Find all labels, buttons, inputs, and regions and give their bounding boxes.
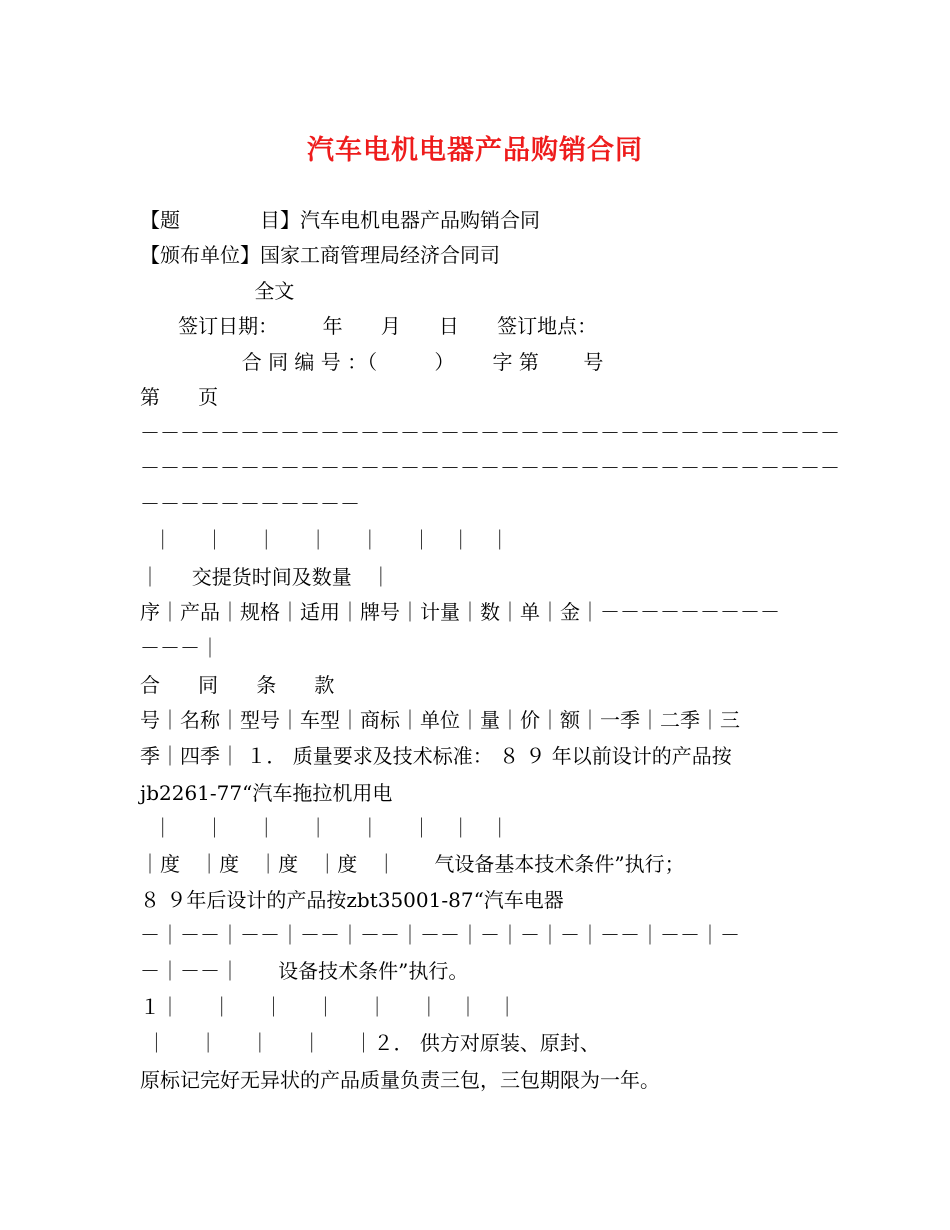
table-header-line: 号｜名称｜型号｜车型｜商标｜单位｜量｜价｜额｜一季｜二季｜三 xyxy=(140,708,740,732)
table-header-line: 序｜产品｜规格｜适用｜牌号｜计量｜数｜单｜金｜－－－－－－－－－ xyxy=(140,600,780,624)
line-page: 第 页 xyxy=(140,385,219,409)
table-line: ｜度 ｜度 ｜度 ｜度 ｜ 气设备基本技术条件”执行； xyxy=(140,852,685,876)
clause-line: 原标记完好无异状的产品质量负责三包，三包期限为一年。 xyxy=(140,1068,660,1092)
clause-line: 季｜四季｜ １． 质量要求及技术标准： ８ ９ 年以前设计的产品按 xyxy=(140,744,732,768)
table-line: ｜ ｜ ｜ ｜ ｜２． 供方对原装、原封、 xyxy=(140,1031,600,1055)
table-line: １｜ ｜ ｜ ｜ ｜ ｜ ｜ ｜ xyxy=(140,995,518,1019)
line-contract-number: 合 同 编 号 ：（ ） 字 第 号 xyxy=(140,350,604,374)
line-issuer: 【颁布单位】国家工商管理局经济合同司 xyxy=(140,243,500,267)
clause-line: jb2261-77“汽车拖拉机用电 xyxy=(140,781,393,805)
table-line: ｜ ｜ ｜ ｜ ｜ ｜ ｜ ｜ xyxy=(140,816,510,840)
table-rule: －－－－－－－－－－－ xyxy=(140,492,360,516)
line-title-field: 【题 目】汽车电机电器产品购销合同 xyxy=(140,208,540,232)
line-sign-date: 签订日期： 年 月 日 签订地点： xyxy=(140,314,598,338)
table-line: －｜－－｜ 设备技术条件”执行。 xyxy=(140,959,469,983)
table-line: 合 同 条 款 xyxy=(140,673,335,697)
clause-line: ８ ９年后设计的产品按zbt35001-87“汽车电器 xyxy=(140,888,564,912)
line-fulltext: 全文 xyxy=(140,279,295,303)
table-line: ｜ 交提货时间及数量 ｜ xyxy=(140,565,391,589)
table-rule: －－－－－－－－－－－－－－－－－－－－－－－－－－－－－－－－－－－ xyxy=(140,421,840,445)
document-title: 汽车电机电器产品购销合同 xyxy=(307,135,643,166)
table-line: －｜－－｜－－｜－－｜－－｜－－｜－｜－｜－｜－－｜－－｜－ xyxy=(140,923,740,947)
table-rule: －－－－－－－－－－－－－－－－－－－－－－－－－－－－－－－－－－－ xyxy=(140,456,840,480)
table-line: ｜ ｜ ｜ ｜ ｜ ｜ ｜ ｜ xyxy=(140,528,510,552)
table-line: －－－｜ xyxy=(140,636,220,660)
